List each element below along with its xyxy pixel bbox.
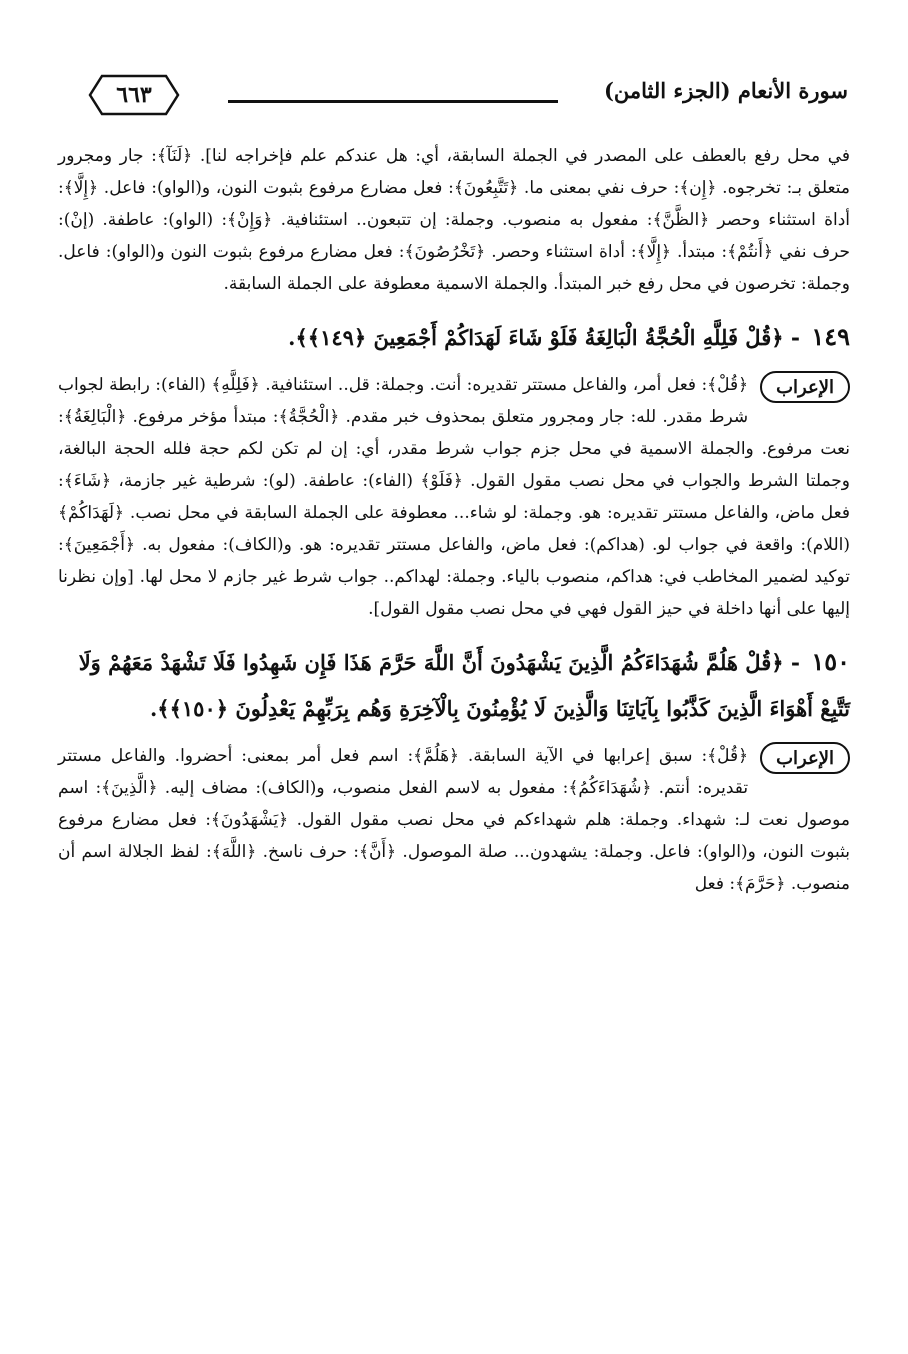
verse-dash: - (790, 650, 801, 676)
irab-section-150 (58, 740, 850, 900)
irab-badge: الإعراب (760, 742, 850, 774)
page-number-frame (88, 72, 180, 118)
irab-text: ﴿قُلْ﴾: فعل أمر، والفاعل مستتر تقديره: أنت. وجملة: قل.. استئنافية. ﴿فَلِلَّهِ﴾ (الفاء): رابطة لجواب شرط مقدر. لله: جار ومجرور متعلق بمحذوف خبر مقدم. ﴿الْحُجَّةُ﴾: مبتدأ مؤخر مرفوع. ﴿الْبَالِغَةُ﴾: نعت مرفوع. والجملة الاسمية في محل جزم جواب شرط مقدر، أي: إن لم تكن لكم حجة فلله الحجة البالغة، وجملتا الشرط والجواب في محل نصب مقول القول. ﴿فَلَوْ﴾ (الفاء): عاطفة. (لو): شرطية غير جازمة، ﴿شَاءَ﴾: فعل ماض، والفاعل مستتر تقديره: هو. وجملة: لو شاء... معطوفة على الجملة السابقة في محل نصب. ﴿لَهَدَاكُمْ﴾ (اللام): واقعة في جواب لو. (هداكم): فعل ماض، والفاعل مستتر تقديره: هو. و(الكاف): مفعول به. ﴿أَجْمَعِينَ﴾: توكيد لضمير المخاطب في: هداكم، منصوب بالياء. وجملة: لهداكم.. جواب شرط غير جازم لا محل لها. [وإن نظرنا إليها على أنها داخلة في حيز القول فهي في محل نصب مقول القول]. (58, 375, 850, 619)
page-body (58, 140, 850, 1354)
verse-number: ١٤٩ (811, 322, 850, 351)
paragraph-continuation: في محل رفع بالعطف على المصدر في الجملة السابقة، أي: هل عندكم علم فإخراجه لنا]. ﴿لَنَآ﴾: جار ومجرور متعلق بـ: تخرجوه. ﴿إِن﴾: حرف نفي بمعنى ما. ﴿تَتَّبِعُونَ﴾: فعل مضارع مرفوع بثبوت النون، و(الواو): فاعل. ﴿إِلَّا﴾: أداة استثناء وحصر ﴿الظَّنَّ﴾: مفعول به منصوب. وجملة: إن تتبعون.. استئنافية. ﴿وَإِنْ﴾: (الواو): عاطفة. (إنْ): حرف نفي ﴿أَنتُمْ﴾: مبتدأ. ﴿إِلَّا﴾: أداة استثناء وحصر. ﴿تَخْرُصُونَ﴾: فعل مضارع مرفوع بثبوت النون و(الواو): فاعل. وجملة: تخرصون في محل رفع خبر المبتدأ. والجملة الاسمية معطوفة على الجملة السابقة. (58, 146, 850, 294)
verse-150 (58, 639, 850, 732)
page-header (88, 72, 848, 122)
verse-dash: - (790, 325, 801, 351)
irab-text: ﴿قُلْ﴾: سبق إعرابها في الآية السابقة. ﴿هَلُمَّ﴾: اسم فعل أمر بمعنى: أحضروا. والفاعل مستتر تقديره: أنتم. ﴿شُهَدَاءَكُمُ﴾: مفعول به لاسم الفعل منصوب، و(الكاف): مضاف إليه. ﴿الَّذِينَ﴾: اسم موصول نعت لـ: شهداء. وجملة: هلم شهداءكم في محل نصب مقول القول. ﴿يَشْهَدُونَ﴾: فعل مضارع مرفوع بثبوت النون، و(الواو): فاعل. وجملة: يشهدون... صلة الموصول. ﴿أَنَّ﴾: حرف ناسخ. ﴿اللَّهَ﴾: لفظ الجلالة اسم أن منصوب. ﴿حَرَّمَ﴾: فعل (58, 746, 850, 894)
page-number: ٦٦٣ (116, 82, 152, 108)
verse-number: ١٥٠ (811, 647, 850, 676)
header-rule (228, 100, 558, 103)
running-title: سورة الأنعام (الجزء الثامن) (603, 78, 848, 103)
verse-149 (58, 314, 850, 361)
irab-section-149 (58, 369, 850, 625)
irab-badge: الإعراب (760, 371, 850, 403)
verse-text: ﴿قُلْ فَلِلَّهِ الْحُجَّةُ الْبَالِغَةُ فَلَوْ شَاءَ لَهَدَاكُمْ أَجْمَعِينَ ﴿١٤٩﴾﴾. (288, 325, 784, 350)
verse-text: ﴿قُلْ هَلُمَّ شُهَدَاءَكُمُ الَّذِينَ يَشْهَدُونَ أَنَّ اللَّهَ حَرَّمَ هَذَا فَإِن شَهِدُوا فَلَا تَشْهَدْ مَعَهُمْ وَلَا تَتَّبِعْ أَهْوَاءَ الَّذِينَ كَذَّبُوا بِآيَاتِنَا وَالَّذِينَ لَا يُؤْمِنُونَ بِالْآخِرَةِ وَهُم بِرَبِّهِمْ يَعْدِلُونَ ﴿١٥٠﴾﴾. (78, 650, 850, 721)
